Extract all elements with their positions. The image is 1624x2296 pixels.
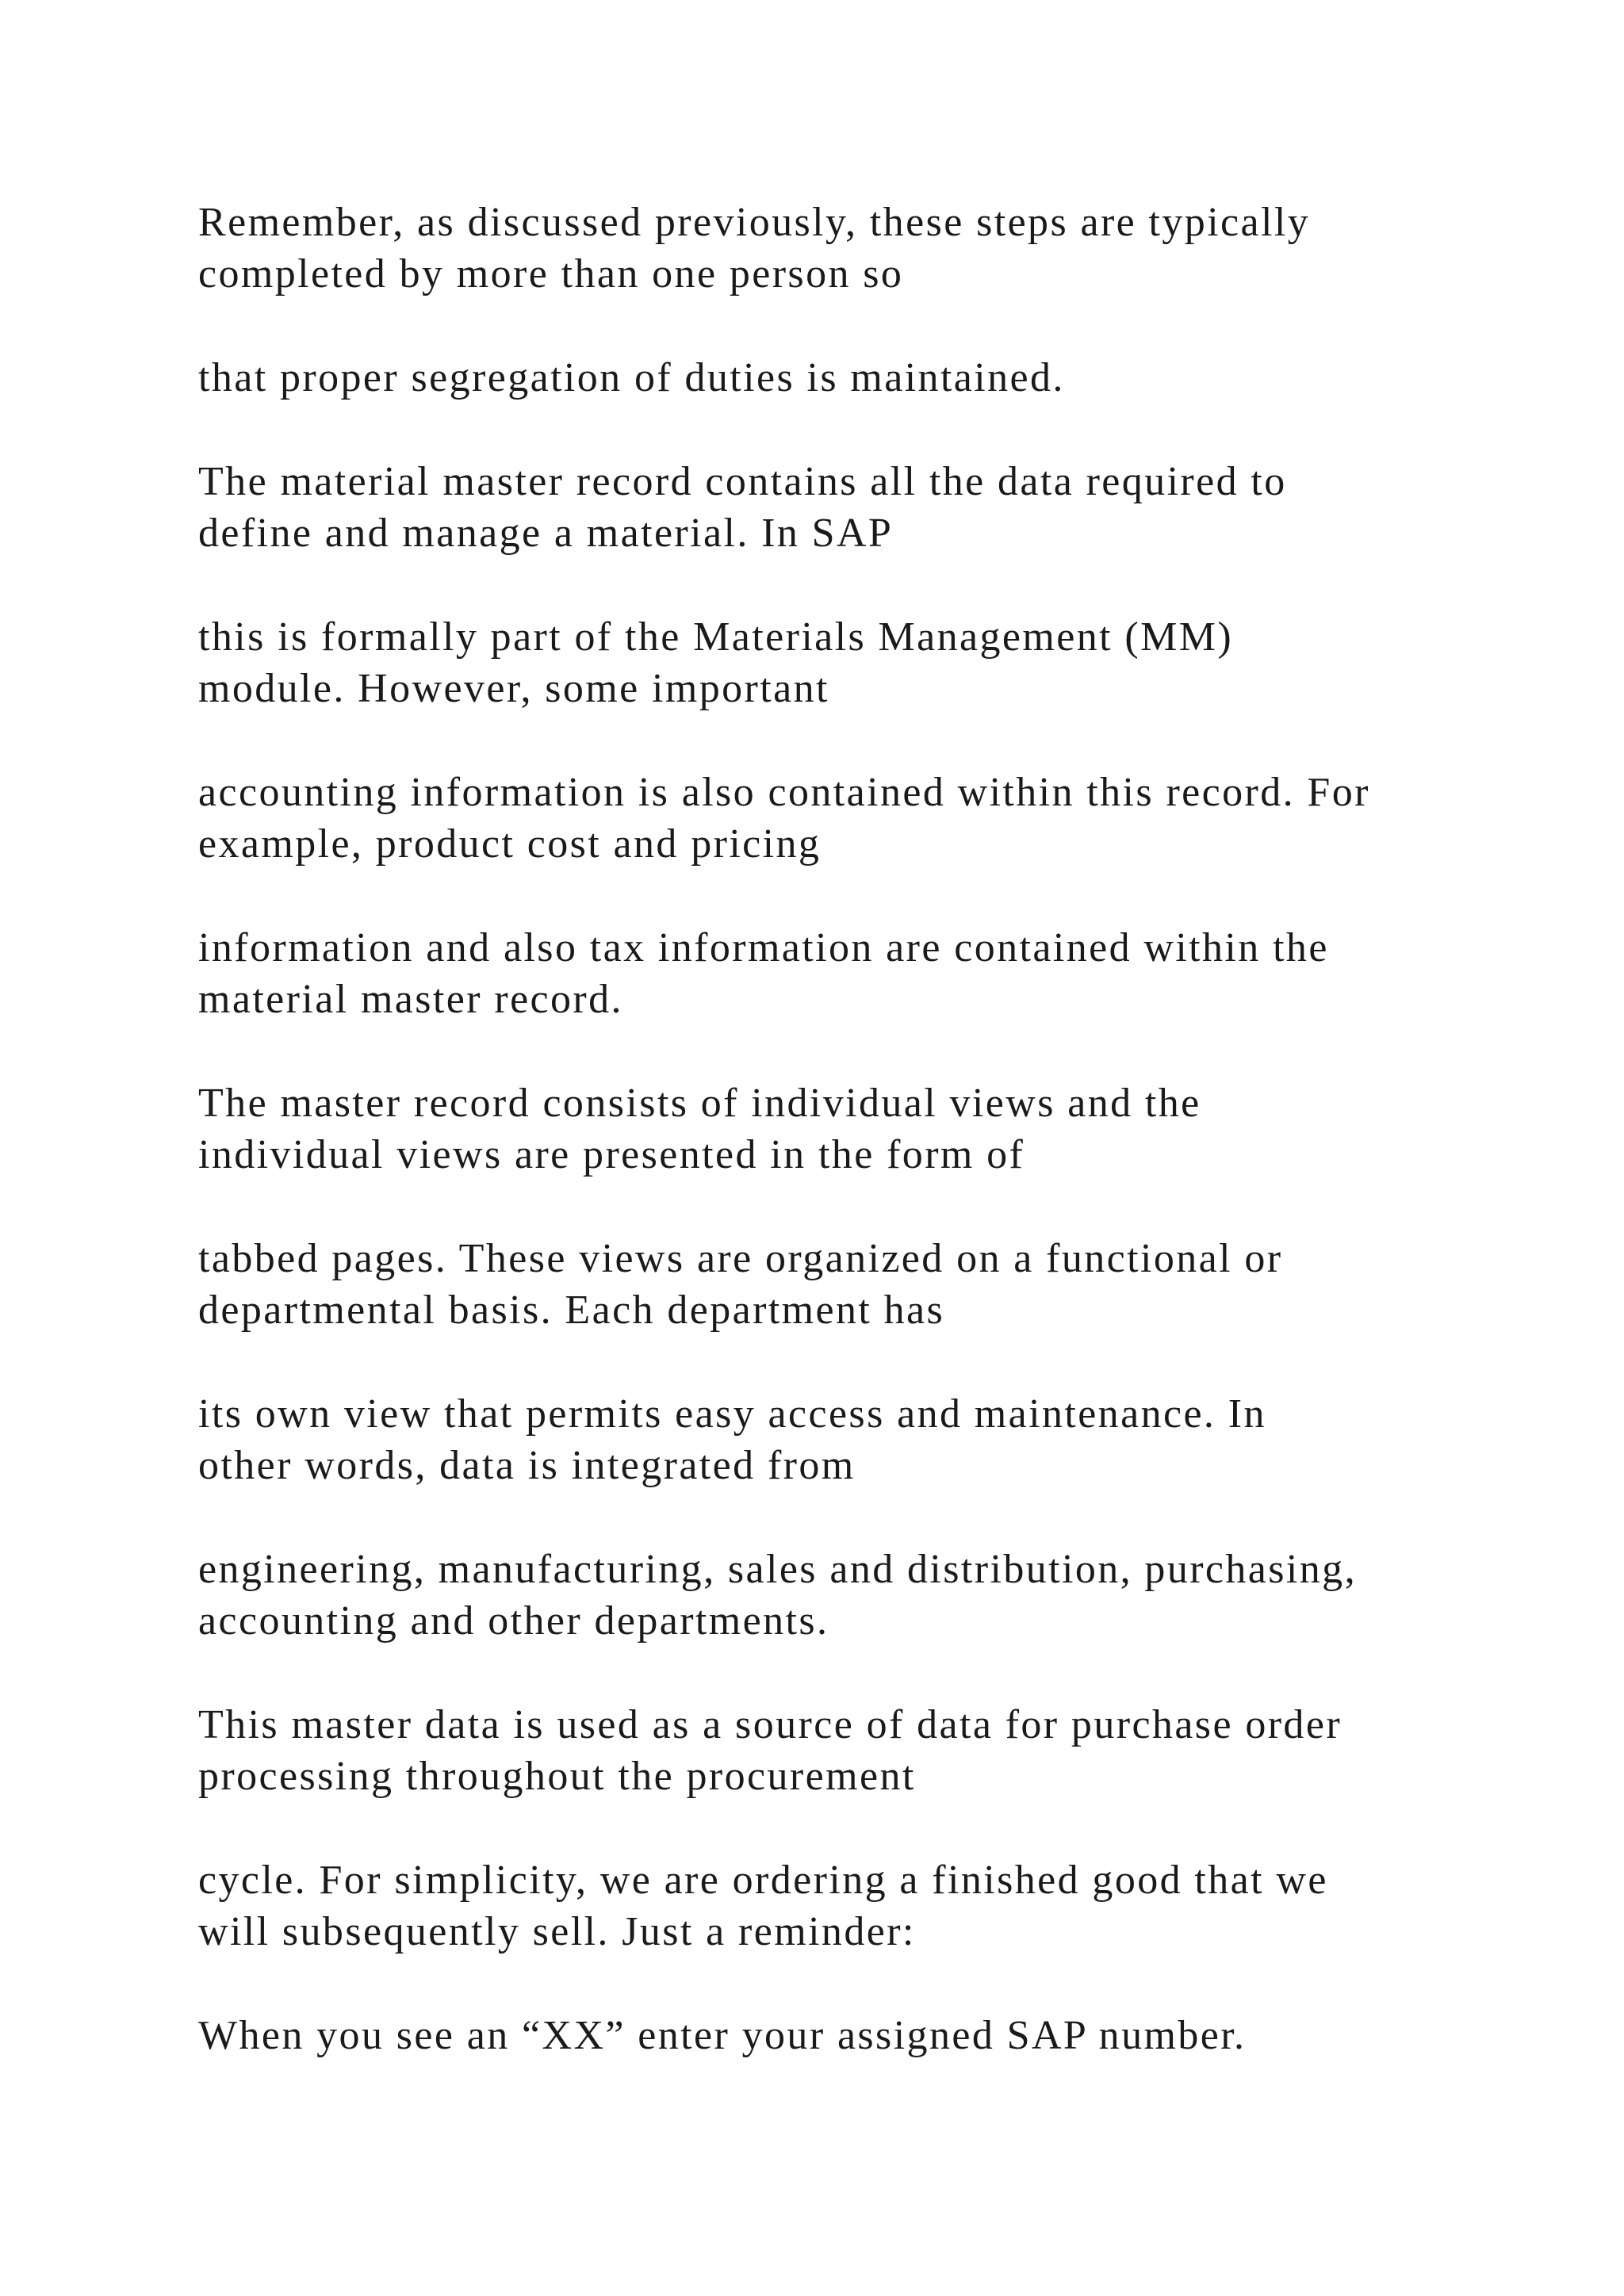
paragraph-line: material master record.	[198, 977, 623, 1022]
paragraph-line: The master record consists of individual views and the	[198, 1081, 1201, 1126]
paragraph-11	[198, 1699, 1499, 1802]
paragraph-line: When you see an “XX” enter your assigned SAP number.	[198, 2013, 1247, 2058]
document-body	[198, 197, 1499, 2114]
paragraph-3	[198, 456, 1499, 559]
paragraph-line: engineering, manufacturing, sales and distribution, purchasing,	[198, 1547, 1357, 1592]
paragraph-line: cycle. For simplicity, we are ordering a finished good that we	[198, 1858, 1328, 1903]
paragraph-4	[198, 611, 1499, 714]
paragraph-12	[198, 1854, 1499, 1957]
paragraph-9	[198, 1388, 1499, 1491]
paragraph-line: accounting information is also contained within this record. For	[198, 770, 1370, 815]
paragraph-line: completed by more than one person so	[198, 251, 904, 297]
paragraph-line: This master data is used as a source of data for purchase order	[198, 1702, 1342, 1747]
paragraph-1	[198, 197, 1499, 300]
paragraph-10	[198, 1544, 1499, 1647]
paragraph-line: individual views are presented in the form of	[198, 1132, 1025, 1177]
paragraph-line: its own view that permits easy access and maintenance. In	[198, 1391, 1266, 1437]
paragraph-6	[198, 922, 1499, 1025]
paragraph-line: that proper segregation of duties is maintained.	[198, 355, 1065, 400]
paragraph-line: example, product cost and pricing	[198, 821, 822, 867]
paragraph-line: tabbed pages. These views are organized on a functional or	[198, 1236, 1283, 1281]
paragraph-line: will subsequently sell. Just a reminder:	[198, 1909, 916, 1954]
paragraph-8	[198, 1233, 1499, 1336]
paragraph-2	[198, 352, 1499, 404]
paragraph-line: Remember, as discussed previously, these steps are typically	[198, 200, 1311, 245]
paragraph-line: define and manage a material. In SAP	[198, 511, 894, 556]
paragraph-7	[198, 1077, 1499, 1181]
paragraph-line: information and also tax information are contained within the	[198, 925, 1329, 970]
paragraph-line: departmental basis. Each department has	[198, 1288, 945, 1333]
paragraph-5	[198, 767, 1499, 870]
paragraph-13	[198, 2010, 1499, 2061]
paragraph-line: The material master record contains all the data required to	[198, 459, 1287, 504]
paragraph-line: this is formally part of the Materials Management (MM)	[198, 614, 1234, 660]
paragraph-line: accounting and other departments.	[198, 1598, 829, 1644]
paragraph-line: other words, data is integrated from	[198, 1443, 856, 1488]
paragraph-line: module. However, some important	[198, 666, 829, 711]
paragraph-line: processing throughout the procurement	[198, 1754, 916, 1799]
